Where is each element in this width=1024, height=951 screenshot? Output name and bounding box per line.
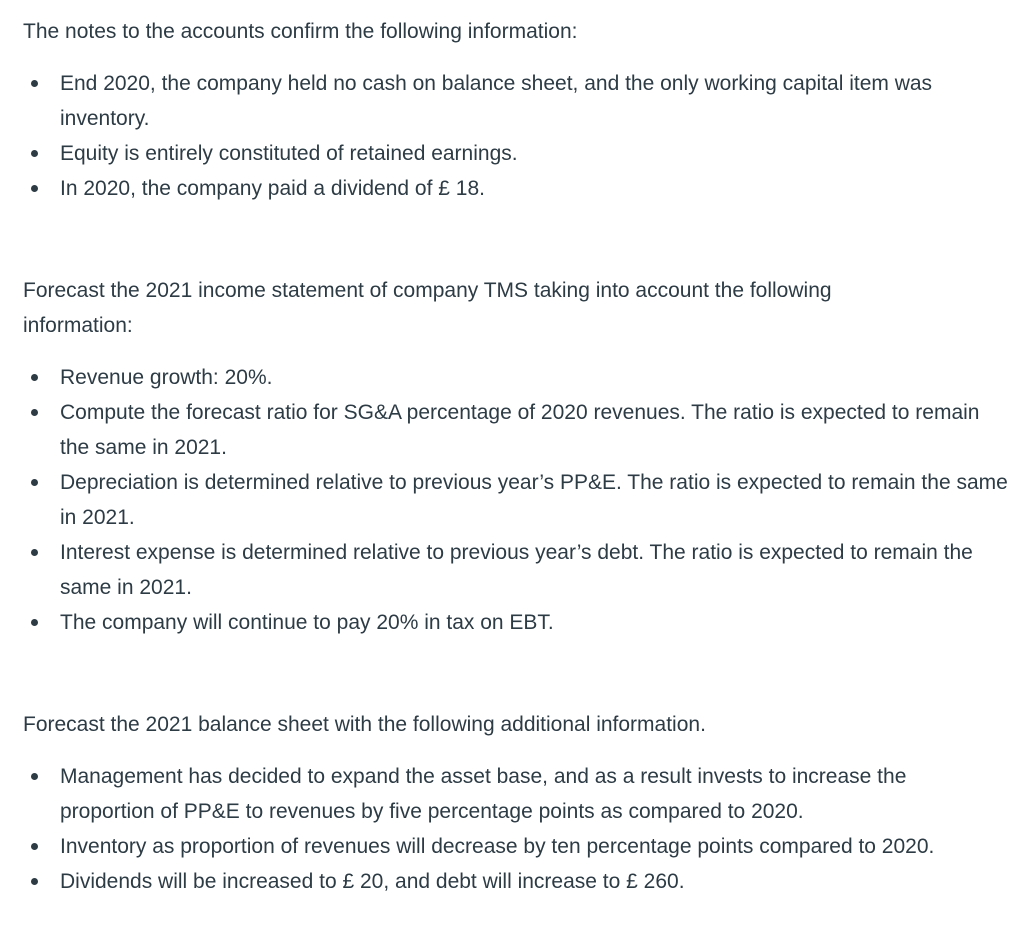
list-item: Inventory as proportion of revenues will decrease by ten percentage points compared to 2020. [23, 829, 983, 864]
list-item: Dividends will be increased to £ 20, and debt will increase to £ 260. [23, 864, 983, 899]
list-item: Revenue growth: 20%. [23, 360, 1013, 395]
list-item: Management has decided to expand the asset base, and as a result invests to increase the proportion of PP&E to revenues by five percentage points as compared to 2020. [23, 759, 983, 829]
income-statement-list [23, 360, 1013, 640]
balance-sheet-list [23, 759, 983, 899]
list-item: Interest expense is determined relative to previous year’s debt. The ratio is expected to remain the same in 2021. [23, 535, 1013, 605]
list-item: Depreciation is determined relative to previous year’s PP&E. The ratio is expected to remain the same in 2021. [23, 465, 1013, 535]
list-item: The company will continue to pay 20% in tax on EBT. [23, 605, 1013, 640]
income-statement-instructions: Forecast the 2021 income statement of company TMS taking into account the following information: [23, 279, 832, 337]
notes-list [23, 66, 1013, 206]
list-item: Compute the forecast ratio for SG&A percentage of 2020 revenues. The ratio is expected to remain the same in 2021. [23, 395, 1013, 465]
list-item: In 2020, the company paid a dividend of £ 18. [23, 171, 1013, 206]
list-item: Equity is entirely constituted of retained earnings. [23, 136, 1013, 171]
balance-sheet-instructions: Forecast the 2021 balance sheet with the following additional information. [23, 713, 706, 736]
list-item: End 2020, the company held no cash on balance sheet, and the only working capital item was inventory. [23, 66, 1013, 136]
intro-text: The notes to the accounts confirm the following information: [23, 20, 578, 43]
